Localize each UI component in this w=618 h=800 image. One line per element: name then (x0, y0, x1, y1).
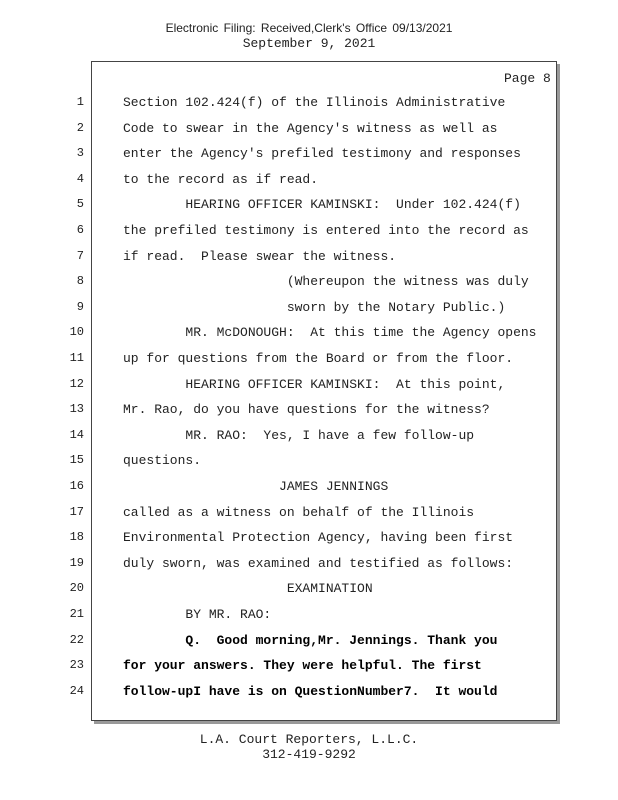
line-text: if read. Please swear the witness. (123, 248, 397, 264)
transcript-line (0, 581, 618, 601)
line-number: 4 (76, 171, 84, 186)
line-number: 11 (69, 351, 84, 365)
line-text: EXAMINATION (123, 581, 373, 597)
line-text: to the record as if read. (123, 171, 319, 187)
transcript-line (0, 684, 618, 704)
line-text: JAMES JENNINGS (123, 479, 389, 494)
line-number: 24 (69, 683, 84, 698)
line-number: 7 (76, 248, 84, 263)
line-text: sworn by the Notary Public.) (123, 299, 506, 315)
filing-stamp: Electronic Filing: Received,Clerk's Office 09/13/2021 (165, 21, 453, 35)
line-number: 1 (76, 95, 84, 109)
line-number: 22 (69, 632, 84, 647)
transcript-line (0, 607, 618, 627)
line-text: Section 102.424(f) of the Illinois Administrative (123, 95, 506, 110)
line-text: MR. McDONOUGH: At this time the Agency opens (123, 325, 537, 341)
transcript-line (0, 172, 618, 192)
line-text: Mr. Rao, do you have questions for the witness? (123, 402, 490, 418)
line-text: Q. Good morning,Mr. Jennings. Thank you (123, 632, 498, 648)
transcript-line (0, 274, 618, 294)
line-text: up for questions from the Board or from the floor. (123, 351, 514, 366)
transcript-line (0, 95, 618, 115)
line-text: for your answers. They were helpful. The first (123, 658, 482, 674)
transcript-line (0, 530, 618, 550)
line-number: 14 (69, 427, 84, 442)
transcript-line (0, 146, 618, 166)
line-number: 5 (76, 197, 84, 212)
line-text: enter the Agency's prefiled testimony and responses (123, 146, 521, 162)
line-number: 20 (69, 581, 84, 596)
line-text: duly sworn, was examined and testified as follows: (123, 555, 514, 571)
transcript-line (0, 556, 618, 576)
transcript-line (0, 249, 618, 269)
line-number: 8 (76, 274, 84, 289)
transcript-line (0, 633, 618, 653)
transcript-line (0, 197, 618, 217)
line-text: MR. RAO: Yes, I have a few follow-up (123, 427, 475, 443)
line-number: 15 (69, 453, 84, 468)
line-number: 3 (76, 146, 84, 161)
transcript-line (0, 351, 618, 371)
line-number: 6 (76, 223, 84, 237)
line-text: Code to swear in the Agency's witness as well as (123, 120, 498, 136)
transcript-date: September 9, 2021 (242, 36, 376, 51)
line-number: 18 (69, 530, 84, 545)
reporter-phone: 312-419-9292 (262, 747, 356, 762)
line-text: follow-upI have is on QuestionNumber7. It would (123, 683, 498, 699)
reporter-company: L.A. Court Reporters, L.L.C. (199, 732, 419, 747)
line-text: (Whereupon the witness was duly (123, 274, 529, 290)
line-number: 17 (69, 504, 84, 519)
transcript-line (0, 300, 618, 320)
line-number: 16 (69, 479, 84, 493)
line-number: 13 (69, 402, 84, 417)
transcript-line (0, 402, 618, 422)
line-number: 19 (69, 555, 84, 570)
line-number: 12 (69, 376, 84, 391)
line-number: 23 (69, 658, 84, 673)
transcript-line (0, 325, 618, 345)
transcript-line (0, 658, 618, 678)
line-text: HEARING OFFICER KAMINSKI: Under 102.424(f) (123, 197, 521, 213)
transcript-line (0, 121, 618, 141)
line-number: 10 (69, 325, 84, 340)
line-text: Environmental Protection Agency, having been first (123, 530, 514, 546)
line-text: BY MR. RAO: (123, 607, 272, 622)
line-text: HEARING OFFICER KAMINSKI: At this point, (123, 376, 506, 392)
transcript-line (0, 428, 618, 448)
transcript-line (0, 223, 618, 243)
transcript-line (0, 453, 618, 473)
transcript-line (0, 505, 618, 525)
page-number: Page 8 (504, 71, 551, 86)
line-number: 9 (76, 299, 84, 314)
line-text: called as a witness on behalf of the Illinois (123, 504, 475, 520)
transcript-line (0, 377, 618, 397)
transcript-line (0, 479, 618, 499)
line-number: 2 (76, 120, 84, 135)
line-text: questions. (123, 453, 202, 469)
line-text: the prefiled testimony is entered into the record as (123, 223, 529, 238)
line-number: 21 (69, 607, 84, 621)
